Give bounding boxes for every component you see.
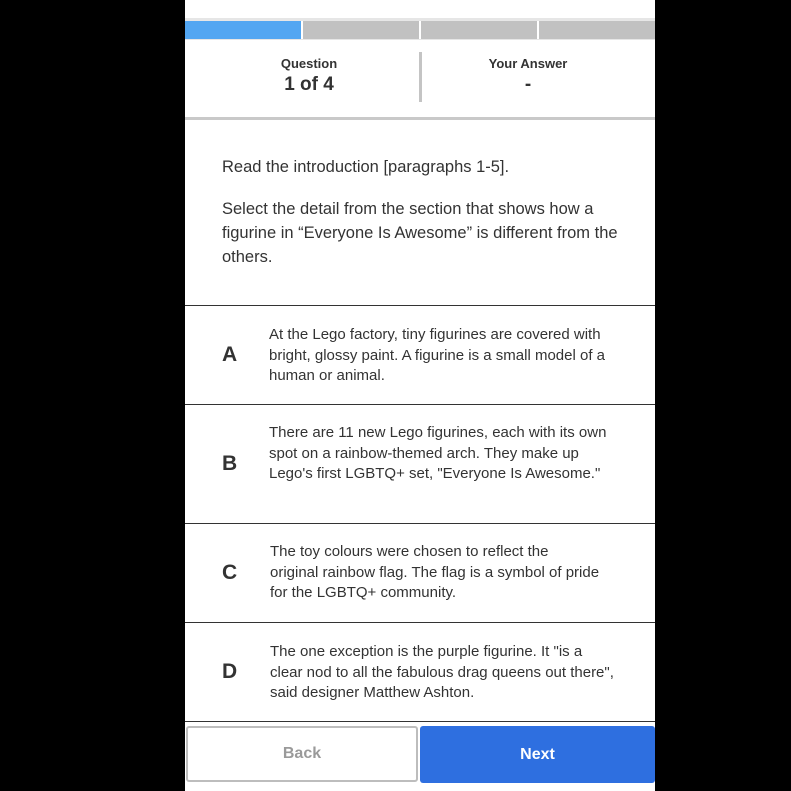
question-label: Question (280, 56, 338, 71)
choice-text: There are 11 new Lego figurines, each with its own spot on a rainbow-themed arch. They make up Lego's first LGBTQ+ set, "Everyone Is Awesome." (269, 424, 607, 482)
answer-label: Your Answer (488, 56, 568, 71)
choice-letter: D (222, 660, 238, 683)
choice-a[interactable] (185, 305, 655, 404)
choice-b[interactable] (185, 404, 655, 523)
choice-text: At the Lego factory, tiny figurines are covered with bright, glossy paint. A figurine is a small model of a human or animal. (269, 326, 606, 384)
question-prompt (222, 155, 622, 269)
progress-segment-1 (185, 21, 301, 39)
next-button[interactable]: Next (420, 726, 655, 783)
choice-letter: A (222, 343, 238, 366)
question-value: 1 of 4 (284, 74, 334, 95)
progress-segment-3 (421, 21, 537, 39)
quiz-screen (185, 0, 655, 791)
choice-c[interactable] (185, 523, 655, 622)
instruction-text: Read the introduction [paragraphs 1-5]. (222, 158, 510, 176)
progress-segment-4 (539, 21, 655, 39)
back-button[interactable]: Back (186, 726, 418, 782)
progress-bar (185, 18, 655, 40)
answer-choices (185, 305, 655, 721)
choice-d[interactable] (185, 622, 655, 721)
choice-letter: C (222, 561, 238, 584)
top-strip (185, 0, 655, 18)
your-answer (411, 40, 645, 117)
question-counter (192, 40, 426, 117)
header-bottom-divider (185, 117, 655, 120)
choice-text: The toy colours were chosen to reflect the original rainbow flag. The flag is a symbol of pride for the LGBTQ+ community. (270, 543, 600, 601)
progress-segment-2 (303, 21, 419, 39)
answer-value: - (524, 74, 532, 95)
navigation-footer (185, 721, 655, 791)
question-text: Select the detail from the section that shows how a figurine in “Everyone Is Awesome” is different from the others. (222, 200, 618, 266)
choice-letter: B (222, 452, 238, 475)
choice-text: The one exception is the purple figurine. It "is a clear nod to all the fabulous drag queens out there", said designer Matthew Ashton. (270, 643, 614, 701)
question-header (185, 40, 655, 117)
